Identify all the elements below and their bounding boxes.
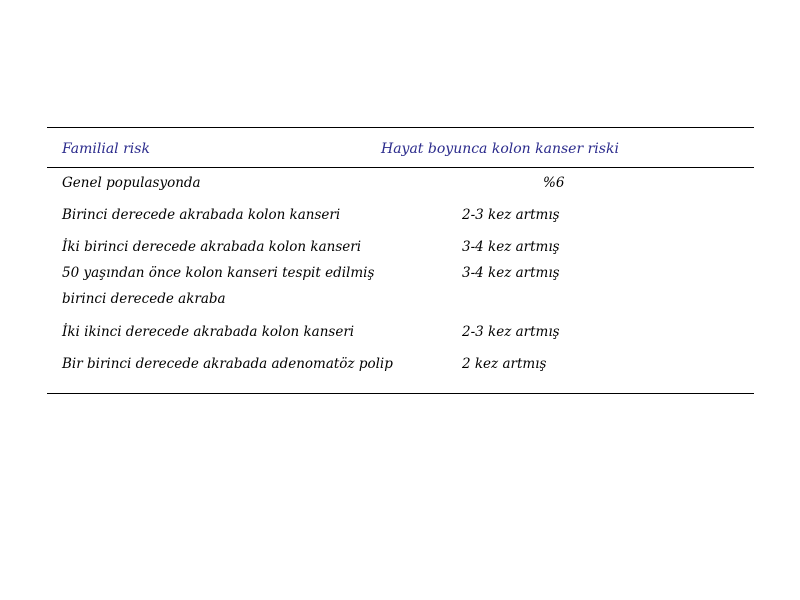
row-4-risk-line-2: birinci derecede akraba xyxy=(62,291,226,307)
row-4-value: 3-4 kez artmış xyxy=(462,265,560,281)
table-top-rule xyxy=(47,127,754,128)
table-header-rule xyxy=(47,167,754,168)
row-1-value: %6 xyxy=(543,175,565,191)
row-1-risk: Genel populasyonda xyxy=(62,175,201,191)
row-5-risk: İki ikinci derecede akrabada kolon kanseri xyxy=(62,324,355,340)
table-bottom-rule xyxy=(47,393,754,394)
row-5-value: 2-3 kez artmış xyxy=(462,324,560,340)
row-6-risk: Bir birinci derecede akrabada adenomatöz polip xyxy=(62,356,393,372)
row-2-value: 2-3 kez artmış xyxy=(462,207,560,223)
row-3-risk: İki birinci derecede akrabada kolon kanseri xyxy=(62,239,362,255)
row-4-risk-line-1: 50 yaşından önce kolon kanseri tespit edilmiş xyxy=(62,265,375,281)
row-3-value: 3-4 kez artmış xyxy=(462,239,560,255)
header-lifetime-risk: Hayat boyunca kolon kanser riski xyxy=(381,141,619,157)
row-2-risk: Birinci derecede akrabada kolon kanseri xyxy=(62,207,341,223)
row-6-value: 2 kez artmış xyxy=(462,356,547,372)
header-familial-risk: Familial risk xyxy=(62,141,150,157)
